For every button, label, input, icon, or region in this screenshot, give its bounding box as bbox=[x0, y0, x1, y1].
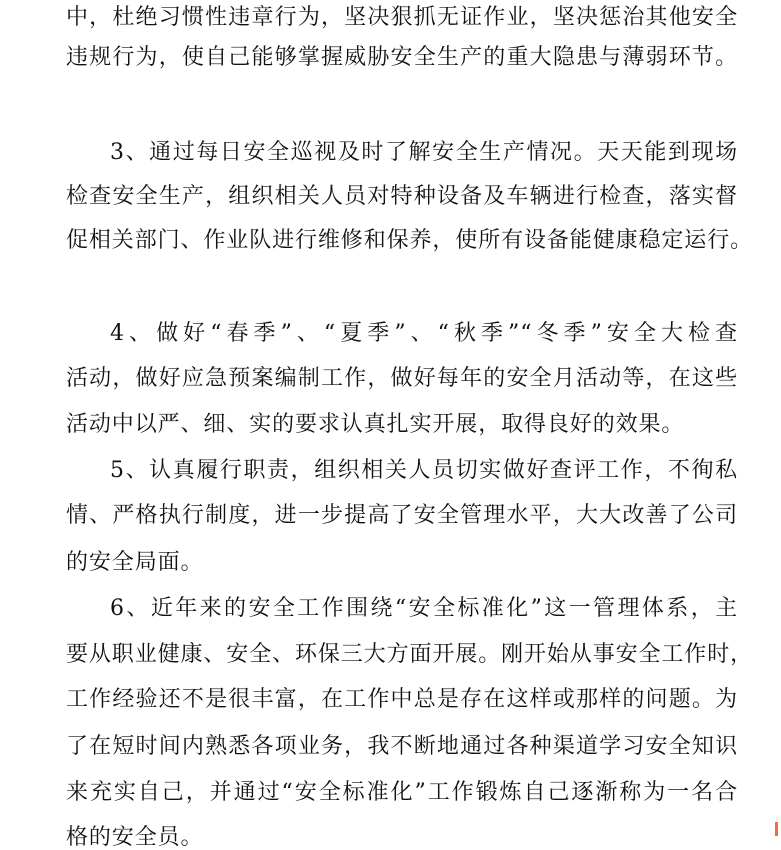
paragraph-line: 格的安全员。 bbox=[66, 825, 204, 850]
paragraph-line: 活动，做好应急预案编制工作，做好每年的安全月活动等，在这些 bbox=[66, 366, 738, 391]
paragraph-line: 工作经验还不是很丰富，在工作中总是存在这样或那样的问题。为 bbox=[66, 687, 738, 712]
paragraph-4-first-line: 4、做好“春季”、“夏季”、“秋季”“冬季”安全大检查 bbox=[110, 321, 738, 346]
corner-mark bbox=[775, 822, 778, 836]
paragraph-line: 中，杜绝习惯性违章行为，坚决狠抓无证作业，坚决惩治其他安全 bbox=[66, 5, 738, 30]
paragraph-line: 促相关部门、作业队进行维修和保养，使所有设备能健康稳定运行。 bbox=[66, 228, 754, 253]
paragraph-line: 要从职业健康、安全、环保三大方面开展。刚开始从事安全工作时， bbox=[66, 642, 754, 667]
paragraph-line: 情、严格执行制度，进一步提高了安全管理水平，大大改善了公司 bbox=[66, 503, 738, 528]
paragraph-line: 的安全局面。 bbox=[66, 550, 204, 575]
paragraph-3-first-line: 3、通过每日安全巡视及时了解安全生产情况。天天能到现场 bbox=[110, 140, 738, 165]
paragraph-line: 检查安全生产，组织相关人员对特种设备及车辆进行检查，落实督 bbox=[66, 184, 738, 209]
paragraph-6-first-line: 6、近年来的安全工作围绕“安全标准化”这一管理体系，主 bbox=[110, 596, 738, 621]
paragraph-line: 活动中以严、细、实的要求认真扎实开展，取得良好的效果。 bbox=[66, 412, 685, 437]
paragraph-line: 来充实自己，并通过“安全标准化”工作锻炼自己逐渐称为一名合 bbox=[66, 780, 738, 805]
paragraph-5-first-line: 5、认真履行职责，组织相关人员切实做好查评工作，不徇私 bbox=[110, 458, 738, 483]
paragraph-line: 了在短时间内熟悉各项业务，我不断地通过各种渠道学习安全知识 bbox=[66, 734, 738, 759]
paragraph-line: 违规行为，使自己能够掌握威胁安全生产的重大隐患与薄弱环节。 bbox=[66, 45, 738, 70]
